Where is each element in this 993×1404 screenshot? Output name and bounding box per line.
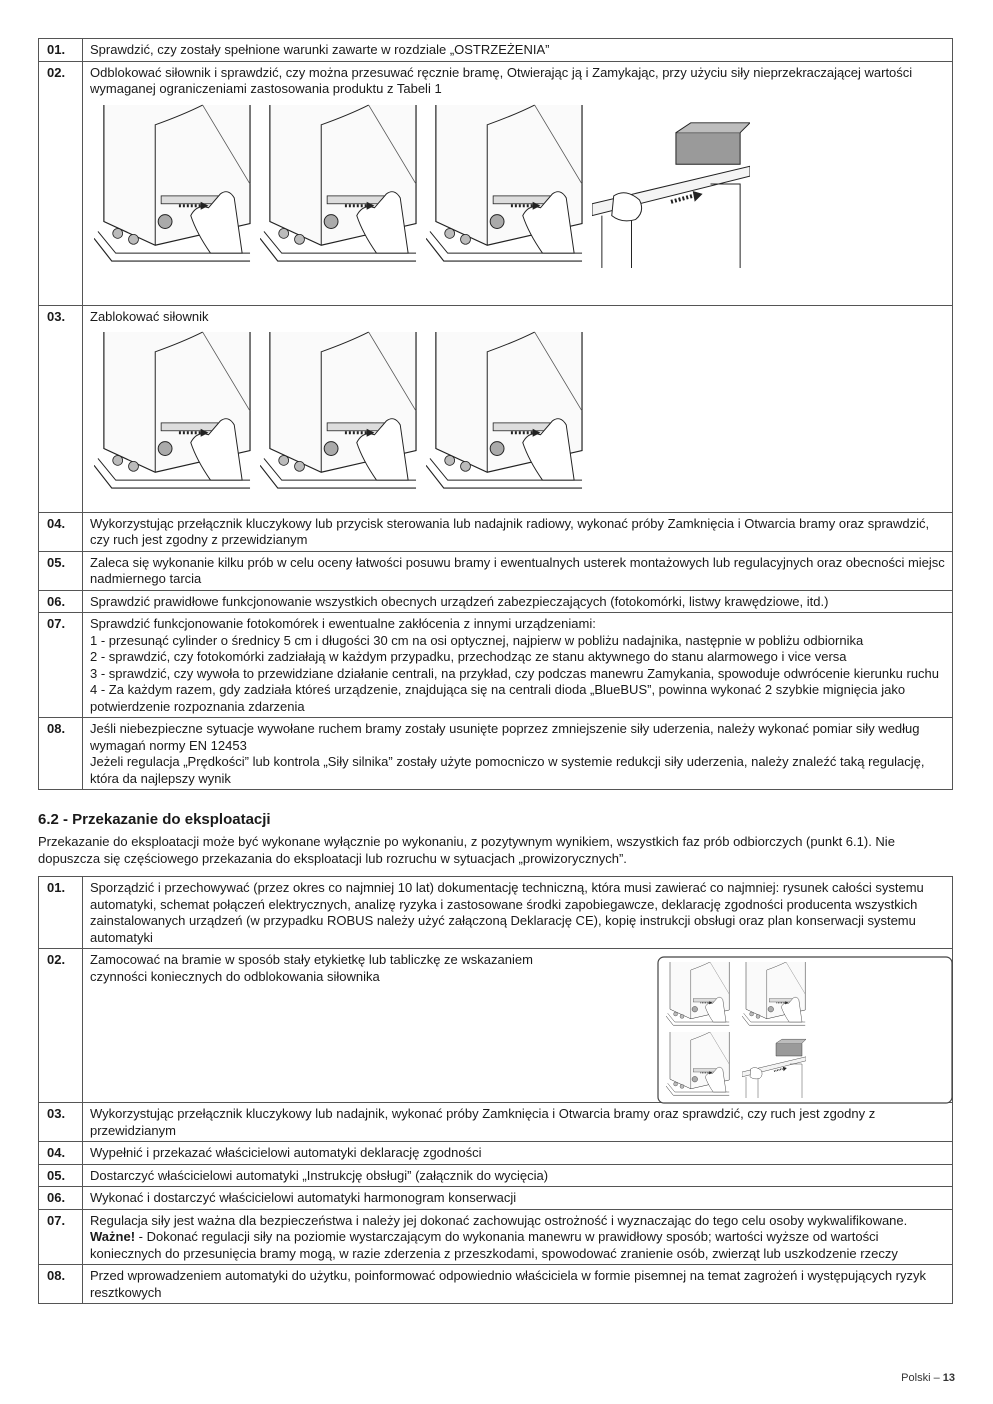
warning-emphasis: Ważne!: [90, 1229, 136, 1244]
step-number: 04.: [39, 1142, 83, 1165]
step-line: 1 - przesunąć cylinder o średnicy 5 cm i długości 30 cm na osi optycznej, najpierw w pobliżu nadajnika, następnie w pobliżu odbiornika: [90, 632, 864, 648]
step-text: Zablokować siłownik: [90, 308, 209, 324]
step-text: Odblokować siłownik i sprawdzić, czy można przesuwać ręcznie bramę, Otwierając ją i Zamykając, przy użyciu siły nieprzekraczającej wartości wymaganej ograniczeniami zastosowania produktu z Tabeli 1: [90, 64, 913, 96]
lock-motor-illustration: [94, 331, 252, 496]
step-number: 03.: [39, 305, 83, 512]
step-number: 04.: [39, 512, 83, 551]
page-number: 13: [942, 1372, 955, 1384]
section-intro: Przekazanie do eksploatacji może być wykonane wyłącznie po wykonaniu, z pozytywnym wynikiem, wszystkich faz prób odbiorczych (punkt 6.1). Nie dopuszcza się częściowego przekazania do eksploatacji lub rozruchu w sytuacjach „prowizorycznych”.: [38, 834, 895, 866]
acceptance-test-table: [38, 38, 953, 790]
step-text: Zaleca się wykonanie kilku prób w celu oceny łatwości posuwu bramy i ewentualnych usterek montażowych lub regulacyjnych oraz obecności miejsc nadmiernego tarcia: [83, 551, 953, 590]
step-line: 2 - sprawdzić, czy fotokomórki zadziałają w każdym przypadku, przechodząc ze stanu aktywnego do stanu alarmowego i vice versa: [90, 649, 847, 664]
step-text: [83, 613, 953, 718]
step-number: 08.: [39, 1265, 83, 1304]
step-line: Jeśli niebezpieczne sytuacje wywołane ruchem bramy zostały usunięte poprzez zmniejszenie siły uderzenia, należy wykonać pomiar siły według wymagań normy EN 12453: [90, 721, 920, 753]
step-text: Sporządzić i przechowywać (przez okres co najmniej 10 lat) dokumentację techniczną, która musi zawierać co najmniej: rysunek całości systemu automatyki, schemat połączeń elektrycznych, analizę ryzyka i zastosowane środki zapobiegawcze, deklarację zgodności producenta wszystkich zainstalowanych urządzeń (w przypadku ROBUS należy użyć załączoną Deklarację CE), kopię instrukcji obsługi oraz plan konserwacji systemu automatyki: [83, 877, 953, 949]
release-motor-illustrations: [94, 104, 946, 269]
step-text: [83, 1209, 953, 1265]
table-row: [39, 39, 953, 62]
release-motor-illustration: [426, 104, 584, 269]
page-footer: [901, 1372, 955, 1384]
step-text: Przed wprowadzeniem automatyki do użytku, poinformować odpowiednio właściciela w formie pisemnej na temat zagrożeń i występujących ryzyk resztkowych: [83, 1265, 953, 1304]
push-gate-illustration: [592, 104, 750, 269]
step-number: 06.: [39, 590, 83, 613]
step-number: 03.: [39, 1103, 83, 1142]
table-row: [39, 590, 953, 613]
footer-separator: –: [930, 1372, 943, 1384]
step-line: 4 - Za każdym razem, gdy zadziała któreś urządzenie, znajdująca się na centrali dioda „BlueBUS”, powinna wykonać 2 szybkie mignięcia jako potwierdzenie rozpoznania zdarzenia: [90, 682, 906, 714]
step-line: Jeżeli regulacja „Prędkości” lub kontrola „Siły silnika” zostały użyte pomocniczo w systemie redukcji siły uderzenia, należy znaleźć taką regulację, która da najlepszy wynik: [90, 754, 925, 786]
step-text-before: Regulacja siły jest ważna dla bezpieczeństwa i należy jej dokonać zachowując ostrożność i wyznaczając do tego celu osoby wykwalifikowane.: [90, 1212, 908, 1228]
lock-motor-illustration: [426, 331, 584, 496]
table-row: [39, 1142, 953, 1165]
step-number: 01.: [39, 39, 83, 62]
table-row: [39, 1164, 953, 1187]
step-text: Sprawdzić, czy zostały spełnione warunki zawarte w rozdziale „OSTRZEŻENIA”: [83, 39, 953, 62]
lock-motor-illustrations: [94, 331, 946, 496]
step-text: Wykonać i dostarczyć właścicielowi automatyki harmonogram konserwacji: [83, 1187, 953, 1210]
table-row: [39, 1103, 953, 1142]
table-row: [39, 949, 953, 1103]
step-text: Wypełnić i przekazać właścicielowi automatyki deklarację zgodności: [83, 1142, 953, 1165]
step-number: 08.: [39, 718, 83, 790]
step-number: 07.: [39, 613, 83, 718]
step-number: 02.: [39, 949, 83, 1103]
release-motor-illustration: [94, 104, 252, 269]
lock-motor-illustration: [260, 331, 418, 496]
table-row: [39, 551, 953, 590]
step-number: 06.: [39, 1187, 83, 1210]
step-text: Dostarczyć właścicielowi automatyki „Instrukcję obsługi” (załącznik do wycięcia): [83, 1164, 953, 1187]
step-text: Sprawdzić prawidłowe funkcjonowanie wszystkich obecnych urządzeń zabezpieczających (fotokomórki, listwy krawędziowe, itd.): [83, 590, 953, 613]
table-row: [39, 1265, 953, 1304]
step-text: [83, 718, 953, 790]
step-number: 05.: [39, 551, 83, 590]
step-number: 05.: [39, 1164, 83, 1187]
step-number: 07.: [39, 1209, 83, 1265]
table-row: [39, 1187, 953, 1210]
table-row: [39, 718, 953, 790]
table-row: [39, 512, 953, 551]
table-row: [39, 305, 953, 512]
table-row: [39, 61, 953, 305]
release-label-illustration: [657, 956, 953, 1104]
step-number: 01.: [39, 877, 83, 949]
step-line: 3 - sprawdzić, czy wywoła to przewidziane działanie centrali, na przykład, czy podczas manewru Zamykania, spowoduje odwrócenie kierunku ruchu: [90, 665, 940, 681]
table-row: [39, 613, 953, 718]
commissioning-table: [38, 876, 953, 1304]
table-row: [39, 1209, 953, 1265]
step-number: 02.: [39, 61, 83, 305]
section-title: 6.2 - Przekazanie do eksploatacji: [38, 811, 271, 828]
table-row: [39, 877, 953, 949]
release-motor-illustration: [260, 104, 418, 269]
footer-language: Polski: [901, 1372, 931, 1384]
step-line: Sprawdzić funkcjonowanie fotokomórek i ewentualne zakłócenia z innymi urządzeniami:: [90, 616, 596, 631]
step-text: Zamocować na bramie w sposób stały etykietkę lub tabliczkę ze wskazaniem czynności koniecznych do odblokowania siłownika: [90, 952, 533, 984]
step-text: Wykorzystując przełącznik kluczykowy lub nadajnik, wykonać próby Zamknięcia i Otwarcia bramy oraz sprawdzić, czy ruch jest zgodny z przewidzianym: [83, 1103, 953, 1142]
step-text-after: - Dokonać regulacji siły na poziomie wystarczającym do wykonania manewru w prawidłowy sposób; wartości wyższe od wartości koniecznych do przesunięcia bramy mogą, w razie zderzenia z przeszkodami, spowodować zranienie osób, zwierząt lub uszkodzenie rzeczy: [90, 1229, 898, 1261]
step-text: Wykorzystując przełącznik kluczykowy lub przycisk sterowania lub nadajnik radiowy, wykonać próby Zamknięcia i Otwarcia bramy oraz sprawdzić, czy ruch jest zgodny z przewidzianym: [83, 512, 953, 551]
